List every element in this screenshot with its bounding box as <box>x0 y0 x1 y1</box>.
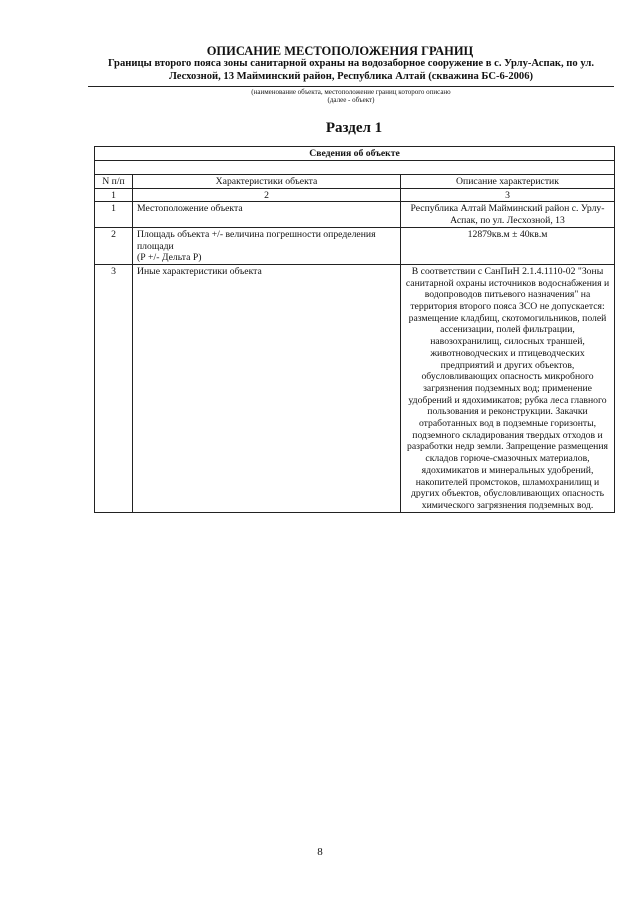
document-subtitle <box>88 58 614 83</box>
row-number: 2 <box>95 227 133 264</box>
row-characteristic <box>133 227 401 264</box>
column-number: 3 <box>401 188 615 202</box>
column-number: 2 <box>133 188 401 202</box>
object-info-table <box>94 146 615 513</box>
object-caption-note: (далее - объект) <box>327 96 375 104</box>
row-characteristic: Местоположение объекта <box>133 202 401 227</box>
section-title: Раздел 1 <box>325 120 383 136</box>
header-characteristic: Характеристики объекта <box>133 175 401 189</box>
table-row <box>95 202 615 227</box>
table-header-row <box>95 175 615 189</box>
row-description: Республика Алтай Майминский район с. Урлу-Аспак, по ул. Лесхозной, 13 <box>401 202 615 227</box>
header-number: N п/п <box>95 175 133 189</box>
title-underline <box>88 86 614 87</box>
header-description: Описание характеристик <box>401 175 615 189</box>
subtitle-line-2: Лесхозной, 13 Майминский район, Республика Алтай (скважина БС-6-2006) <box>168 70 534 82</box>
object-caption: (наименование объекта, местоположение границ которого описано <box>251 88 451 96</box>
subtitle-line-1: Границы второго пояса зоны санитарной охраны на водозаборное сооружение в с. Урлу-Аспак, по ул. <box>107 58 594 69</box>
row-description: В соответствии с СанПиН 2.1.4.1110-02 "Зоны санитарной охраны источников водоснабжения и водопроводов питьевого назначения" на территория второго пояса ЗСО не допускается: размещение кладбищ, скотомогильников, полей ассенизации, полей фильтрации, навозохранилищ, силосных траншей, животноводческих и птицеводческих предприятий и других объектов, обусловливающих опасность микробного загрязнения подземных вод; применение удобрений и ядохимикатов; рубка леса главного пользования и реконструкции. Закачки отработанных вод в подземные горизонты, подземного складирования твердых отходов и разработки недр земли. Запрещение размещения складов горюче-смазочных материалов, ядохимикатов и минеральных удобрений, накопителей промстоков, шламохранилищ и других объектов, обусловливающих опасность химического загрязнения подземных вод. <box>401 264 615 512</box>
row-number: 3 <box>95 264 133 512</box>
document-title: ОПИСАНИЕ МЕСТОПОЛОЖЕНИЯ ГРАНИЦ <box>206 44 474 58</box>
table-band-row <box>95 147 615 161</box>
table-row <box>95 227 615 264</box>
page-number: 8 <box>317 846 323 858</box>
table-spacer-row <box>95 161 615 175</box>
table-spacer-cell <box>95 161 615 175</box>
table-row <box>95 264 615 512</box>
row-characteristic: Иные характеристики объекта <box>133 264 401 512</box>
column-number: 1 <box>95 188 133 202</box>
row-number: 1 <box>95 202 133 227</box>
table-column-numbers-row <box>95 188 615 202</box>
table-band-title: Сведения об объекте <box>95 147 615 161</box>
row-characteristic-formula: (Р +/- Дельта Р) <box>137 252 202 264</box>
row-description: 12879кв.м ± 40кв.м <box>401 227 615 264</box>
row-characteristic-text: Площадь объекта +/- величина погрешности определения площади <box>137 228 376 252</box>
